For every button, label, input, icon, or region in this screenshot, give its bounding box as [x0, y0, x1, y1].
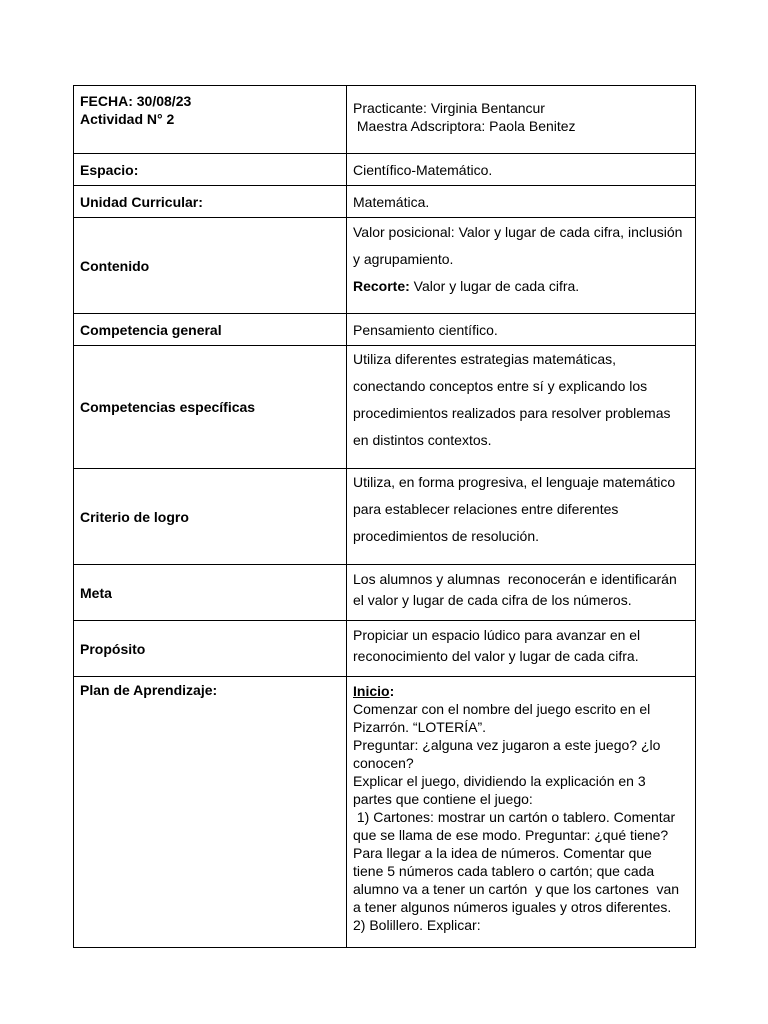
- unidad-row: [74, 186, 696, 218]
- meta-value: [347, 565, 696, 621]
- fecha-text: FECHA: 30/08/23: [80, 93, 192, 109]
- contenido-value: [347, 218, 696, 314]
- date-activity-cell: [74, 86, 347, 154]
- compesp-line: conectando conceptos entre sí y explicando los: [353, 378, 648, 394]
- practicante-text: Practicante: Virginia Bentancur: [353, 100, 545, 116]
- unidad-label: Unidad Curricular:: [74, 186, 347, 218]
- competencias-especificas-label: Competencias específicas: [74, 346, 347, 469]
- espacio-value: Científico-Matemático.: [347, 154, 696, 186]
- plan-line: a tener algunos números iguales y otros diferentes.: [353, 899, 672, 915]
- meta-line: el valor y lugar de cada cifra de los números.: [353, 592, 632, 608]
- plan-line: Pizarrón. “LOTERÍA”.: [353, 719, 487, 735]
- competencias-especificas-value: [347, 346, 696, 469]
- proposito-value: [347, 621, 696, 677]
- plan-line: que se llama de ese modo. Preguntar: ¿qué tiene?: [353, 827, 669, 843]
- contenido-line-2: y agrupamiento.: [353, 251, 454, 267]
- meta-label: Meta: [74, 565, 347, 621]
- plan-line: alumno va a tener un cartón y que los cartones van: [353, 881, 680, 897]
- espacio-row: [74, 154, 696, 186]
- recorte-line: [353, 273, 689, 300]
- plan-line: Para llegar a la idea de números. Comentar que: [353, 845, 652, 861]
- inicio-colon: :: [389, 683, 395, 699]
- meta-line: Los alumnos y alumnas reconocerán e identificarán: [353, 571, 677, 587]
- espacio-label: Espacio:: [74, 154, 347, 186]
- plan-line: Comenzar con el nombre del juego escrito en el: [353, 701, 651, 717]
- contenido-row: [74, 218, 696, 314]
- proposito-row: [74, 621, 696, 677]
- header-row: [74, 86, 696, 154]
- plan-line: conocen?: [353, 755, 414, 771]
- competencias-especificas-row: [74, 346, 696, 469]
- proposito-label: Propósito: [74, 621, 347, 677]
- compesp-line: en distintos contextos.: [353, 432, 492, 448]
- criterio-line: Utiliza, en forma progresiva, el lenguaje matemático: [353, 474, 676, 490]
- contenido-label: Contenido: [74, 218, 347, 314]
- plan-line: tiene 5 números cada tablero o cartón; que cada: [353, 863, 655, 879]
- plan-line: 1) Cartones: mostrar un cartón o tablero. Comentar: [353, 809, 676, 825]
- compesp-line: Utiliza diferentes estrategias matemáticas,: [353, 351, 616, 367]
- proposito-line: reconocimiento del valor y lugar de cada cifra.: [353, 648, 639, 664]
- unidad-value: Matemática.: [347, 186, 696, 218]
- plan-label: Plan de Aprendizaje:: [74, 677, 347, 948]
- plan-value: [347, 677, 696, 948]
- maestra-text: Maestra Adscriptora: Paola Benitez: [353, 118, 576, 134]
- plan-line: 2) Bolillero. Explicar:: [353, 917, 481, 933]
- plan-row: [74, 677, 696, 948]
- inicio-label: Inicio: [353, 683, 390, 699]
- recorte-value: Valor y lugar de cada cifra.: [409, 278, 580, 294]
- meta-row: [74, 565, 696, 621]
- competencia-general-label: Competencia general: [74, 314, 347, 346]
- plan-line: Preguntar: ¿alguna vez jugaron a este juego? ¿lo: [353, 737, 661, 753]
- proposito-line: Propiciar un espacio lúdico para avanzar en el: [353, 627, 641, 643]
- practicante-cell: [347, 86, 696, 154]
- plan-line: Explicar el juego, dividiendo la explicación en 3: [353, 773, 646, 789]
- criterio-line: para establecer relaciones entre diferentes: [353, 501, 619, 517]
- compesp-line: procedimientos realizados para resolver problemas: [353, 405, 671, 421]
- actividad-text: Actividad N° 2: [80, 111, 175, 127]
- inicio-heading: [353, 682, 689, 700]
- plan-line: partes que contiene el juego:: [353, 791, 533, 807]
- criterio-label: Criterio de logro: [74, 469, 347, 565]
- competencia-general-value: Pensamiento científico.: [347, 314, 696, 346]
- contenido-line-1: Valor posicional: Valor y lugar de cada cifra, inclusión: [353, 224, 683, 240]
- criterio-value: [347, 469, 696, 565]
- criterio-row: [74, 469, 696, 565]
- criterio-line: procedimientos de resolución.: [353, 528, 539, 544]
- lesson-plan-table: [73, 85, 696, 948]
- competencia-general-row: [74, 314, 696, 346]
- recorte-label: Recorte:: [353, 278, 410, 294]
